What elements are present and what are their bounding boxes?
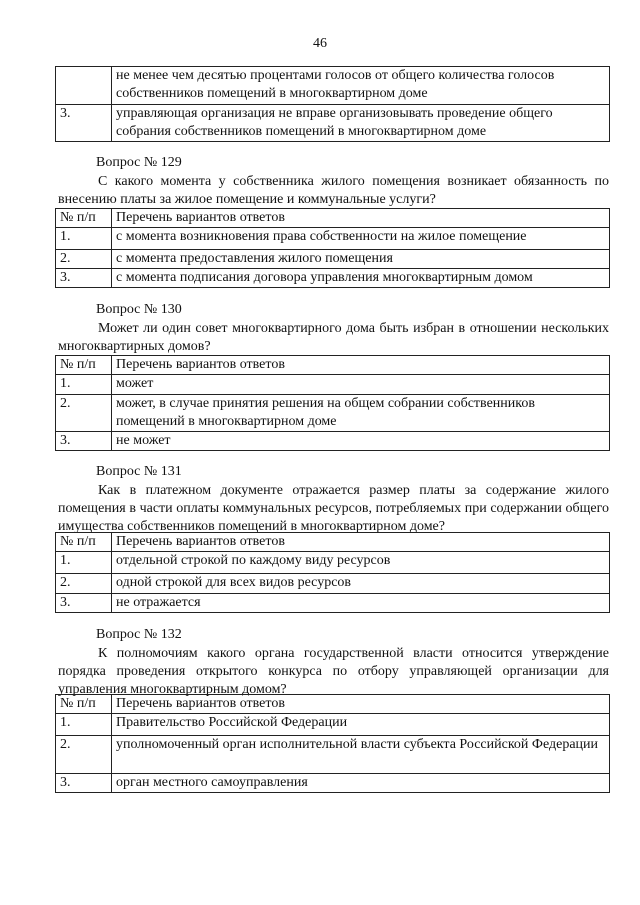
table-row xyxy=(56,594,610,613)
question-text: Может ли один совет многоквартирного дома быть избран в отношении нескольких многоквартирных домов? xyxy=(58,321,609,354)
row-number: 3. xyxy=(56,594,112,613)
row-text: с момента возникновения права собственности на жилое помещение xyxy=(112,228,610,250)
header-text: Перечень вариантов ответов xyxy=(112,209,610,228)
table-row xyxy=(56,736,610,774)
row-number xyxy=(56,67,112,105)
table-row xyxy=(56,774,610,793)
row-number: 1. xyxy=(56,228,112,250)
question-title: Вопрос № 130 xyxy=(96,302,182,317)
table-row xyxy=(56,714,610,736)
table-row xyxy=(56,228,610,250)
row-number: 2. xyxy=(56,395,112,432)
question-title: Вопрос № 129 xyxy=(96,155,182,170)
row-text: Правительство Российской Федерации xyxy=(112,714,610,736)
row-number: 2. xyxy=(56,574,112,594)
row-text: может, в случае принятия решения на общем собрании собственников помещений в многоквартирном доме xyxy=(112,395,610,432)
table-header xyxy=(56,695,610,714)
row-number: 1. xyxy=(56,552,112,574)
header-number: № п/п xyxy=(56,533,112,552)
row-text: не может xyxy=(112,432,610,451)
row-text: отдельной строкой по каждому виду ресурсов xyxy=(112,552,610,574)
row-number: 2. xyxy=(56,250,112,269)
table-row xyxy=(56,105,610,142)
header-text: Перечень вариантов ответов xyxy=(112,533,610,552)
row-number: 3. xyxy=(56,432,112,451)
header-number: № п/п xyxy=(56,209,112,228)
row-text: управляющая организация не вправе организовывать проведение общего собрания собственников помещений в многоквартирном доме xyxy=(112,105,610,142)
question-title: Вопрос № 132 xyxy=(96,627,182,642)
question-text: К полномочиям какого органа государственной власти относится утверждение порядка проведения открытого конкурса по отбору управляющей организации для управления многоквартирным домом? xyxy=(58,646,609,697)
page-number: 46 xyxy=(313,36,327,51)
row-text: одной строкой для всех видов ресурсов xyxy=(112,574,610,594)
row-number: 3. xyxy=(56,105,112,142)
header-text: Перечень вариантов ответов xyxy=(112,695,610,714)
table-row xyxy=(56,375,610,395)
table-row xyxy=(56,574,610,594)
table-header xyxy=(56,533,610,552)
row-text: может xyxy=(112,375,610,395)
table-row xyxy=(56,432,610,451)
table-header xyxy=(56,356,610,375)
row-number: 1. xyxy=(56,714,112,736)
table-row xyxy=(56,395,610,432)
question-text: Как в платежном документе отражается размер платы за содержание жилого помещения в части оплаты коммунальных ресурсов, потребляемых при содержании общего имущества собственников помещений в многоквартирном доме? xyxy=(58,483,609,534)
table-row xyxy=(56,250,610,269)
answers-table xyxy=(55,694,610,793)
row-number: 2. xyxy=(56,736,112,774)
table-row xyxy=(56,269,610,288)
header-number: № п/п xyxy=(56,695,112,714)
table-row xyxy=(56,552,610,574)
row-text: с момента предоставления жилого помещения xyxy=(112,250,610,269)
answers-table xyxy=(55,208,610,288)
answers-table xyxy=(55,532,610,613)
answers-table xyxy=(55,355,610,451)
carryover-table xyxy=(55,66,610,142)
header-number: № п/п xyxy=(56,356,112,375)
row-text: не менее чем десятью процентами голосов от общего количества голосов собственников помещений в многоквартирном доме xyxy=(112,67,610,105)
row-text: не отражается xyxy=(112,594,610,613)
row-text: орган местного самоуправления xyxy=(112,774,610,793)
row-number: 3. xyxy=(56,774,112,793)
row-text: уполномоченный орган исполнительной власти субъекта Российской Федерации xyxy=(112,736,610,774)
row-number: 1. xyxy=(56,375,112,395)
row-text: с момента подписания договора управления многоквартирным домом xyxy=(112,269,610,288)
table-header xyxy=(56,209,610,228)
row-number: 3. xyxy=(56,269,112,288)
table-row xyxy=(56,67,610,105)
question-text: С какого момента у собственника жилого помещения возникает обязанность по внесению платы за жилое помещение и коммунальные услуги? xyxy=(58,174,609,207)
header-text: Перечень вариантов ответов xyxy=(112,356,610,375)
question-title: Вопрос № 131 xyxy=(96,464,182,479)
